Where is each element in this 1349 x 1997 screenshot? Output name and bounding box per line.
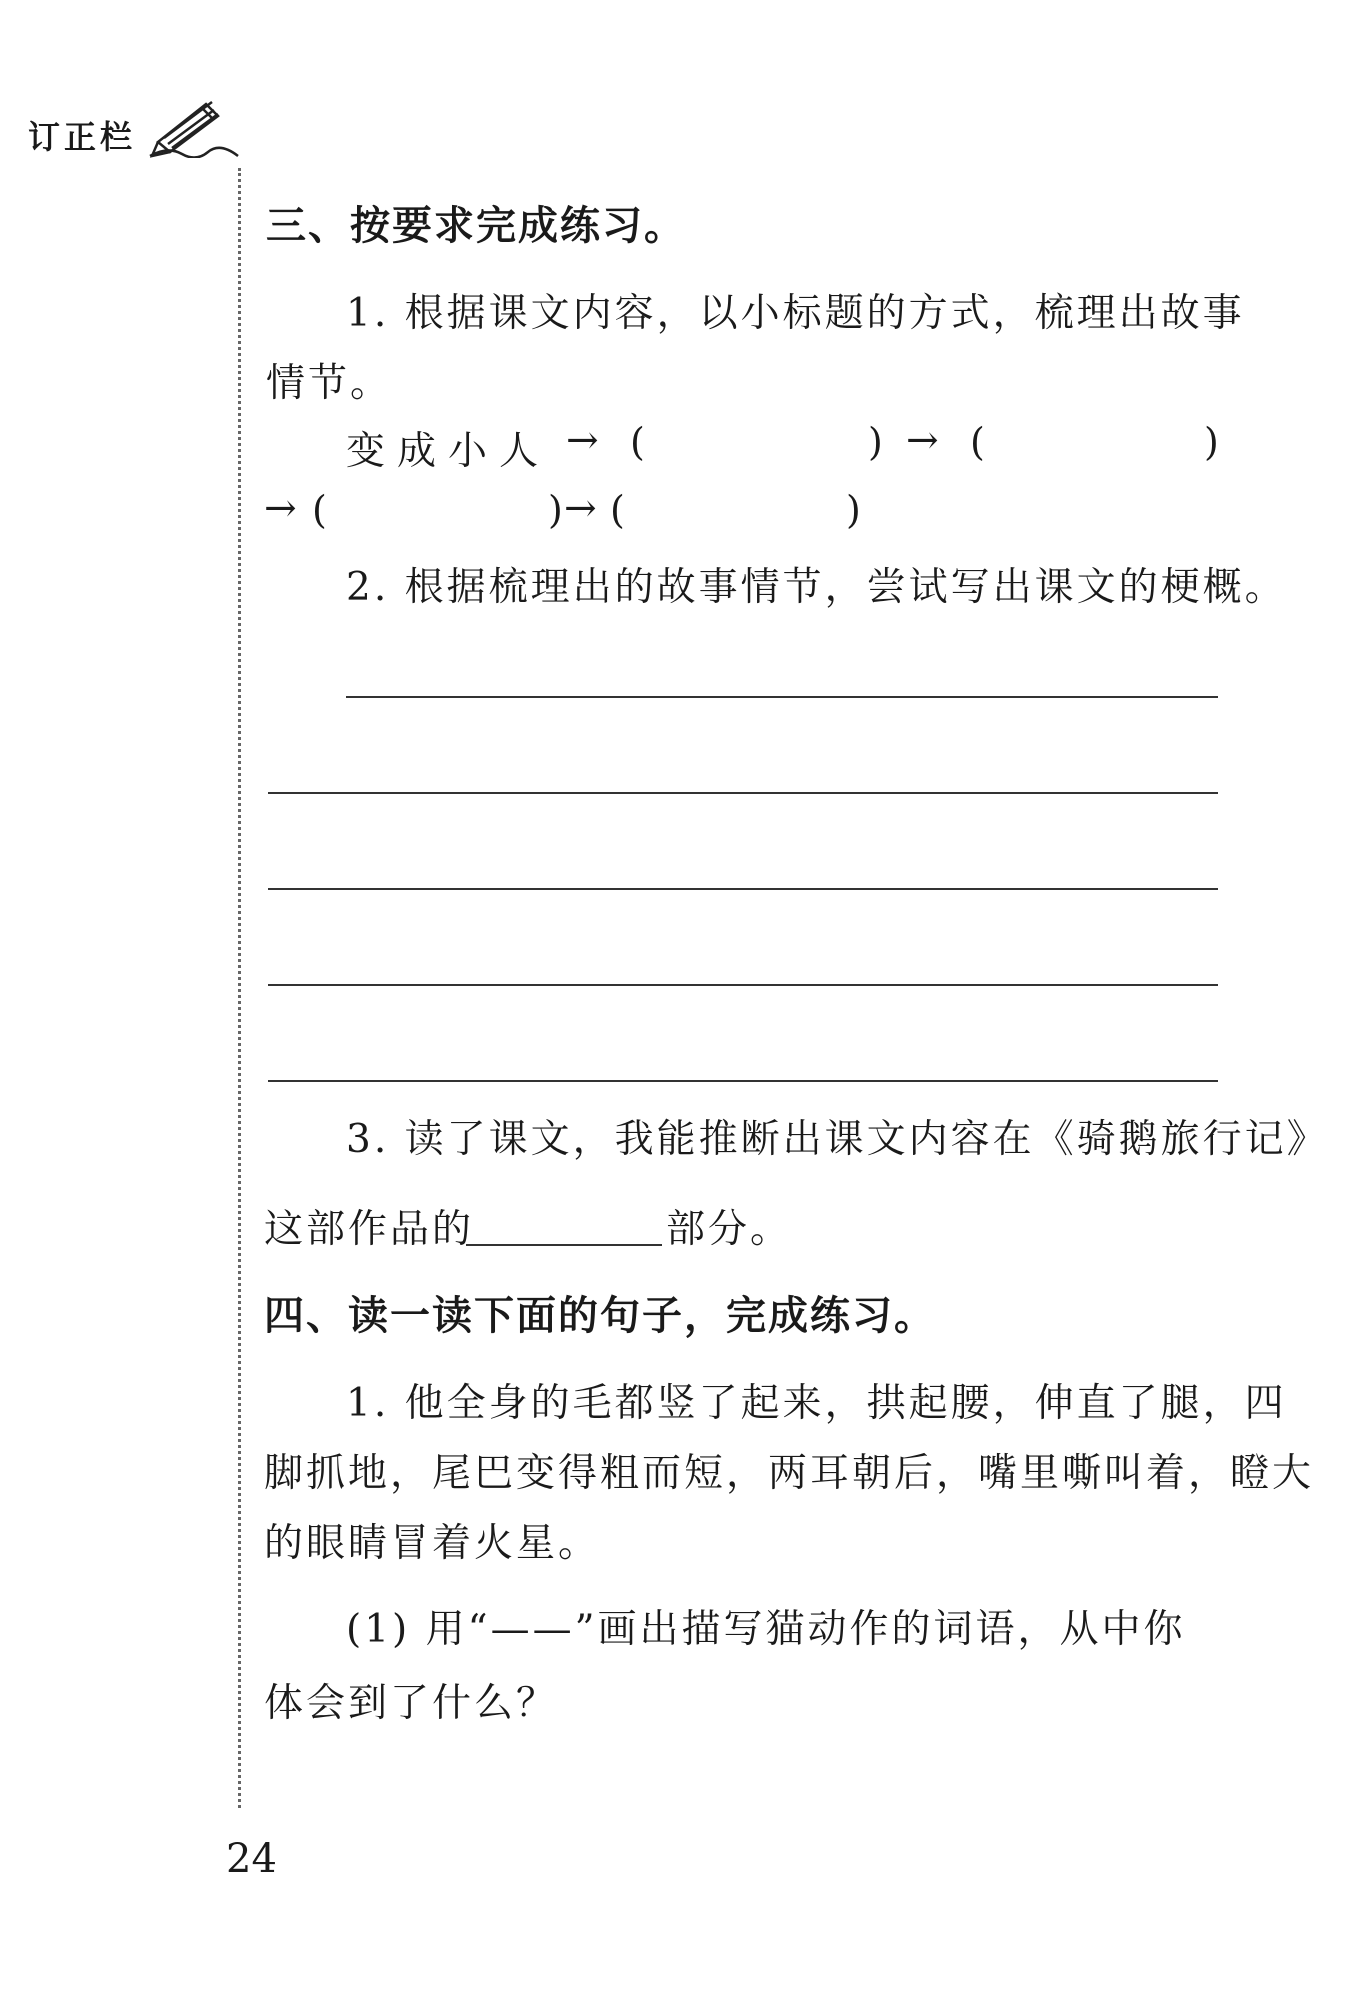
q4-1-sub1-line2: 体会到了什么？ bbox=[264, 1681, 559, 1726]
flow-arrow-3: → bbox=[264, 486, 300, 531]
flow-blank-1-open: ( bbox=[630, 420, 645, 464]
q4-1-text-line3: 的眼睛冒着火星。 bbox=[264, 1521, 601, 1566]
summary-writing-line-1[interactable] bbox=[346, 696, 1218, 698]
q3-3-text-prefix: 这部作品的 bbox=[264, 1207, 475, 1252]
summary-writing-line-3[interactable] bbox=[268, 888, 1218, 890]
section-3-heading: 三、按要求完成练习。 bbox=[266, 203, 686, 249]
q4-1-text-line2: 脚抓地，尾巴变得粗而短，两耳朝后，嘴里嘶叫着，瞪大 bbox=[264, 1451, 1315, 1496]
flow-start-label: 变成小人 bbox=[346, 429, 551, 474]
flow-blank-2-open: ( bbox=[970, 420, 985, 464]
pencil-icon bbox=[148, 96, 240, 158]
q3-1-text-line2: 情节。 bbox=[266, 361, 393, 406]
summary-writing-line-2[interactable] bbox=[268, 792, 1218, 794]
flow-arrow-2: → bbox=[906, 418, 942, 463]
q3-3-answer-blank[interactable] bbox=[466, 1244, 662, 1246]
q3-3-text-line1: 3. 读了课文，我能推断出课文内容在《骑鹅旅行记》 bbox=[346, 1117, 1329, 1162]
summary-writing-line-5[interactable] bbox=[268, 1080, 1218, 1082]
summary-writing-line-4[interactable] bbox=[268, 984, 1218, 986]
q4-1-text-line1: 1. 他全身的毛都竖了起来，拱起腰，伸直了腿，四 bbox=[346, 1381, 1287, 1426]
flow-blank-4-close: ) bbox=[846, 488, 861, 532]
flow-blank-2-close: ) bbox=[1204, 420, 1219, 464]
flow-blank-4-open: ( bbox=[610, 488, 625, 532]
flow-arrow-4: → bbox=[564, 486, 600, 531]
flow-blank-3-close: ) bbox=[548, 488, 563, 532]
flow-arrow-1: → bbox=[566, 418, 602, 463]
q4-1-sub1-line1: (1) 用“——”画出描写猫动作的词语，从中你 bbox=[346, 1607, 1186, 1652]
q3-1-text-line1: 1. 根据课文内容，以小标题的方式，梳理出故事 bbox=[346, 291, 1245, 336]
flow-blank-3-open: ( bbox=[312, 488, 327, 532]
q3-3-text-suffix: 部分。 bbox=[666, 1207, 793, 1252]
margin-divider bbox=[238, 168, 241, 1808]
section-4-heading: 四、读一读下面的句子，完成练习。 bbox=[264, 1293, 936, 1339]
flow-blank-1-close: ) bbox=[868, 420, 883, 464]
page-number: 24 bbox=[226, 1836, 277, 1882]
correction-column-label: 订正栏 bbox=[28, 118, 137, 156]
q3-2-text: 2. 根据梳理出的故事情节，尝试写出课文的梗概。 bbox=[346, 565, 1287, 610]
